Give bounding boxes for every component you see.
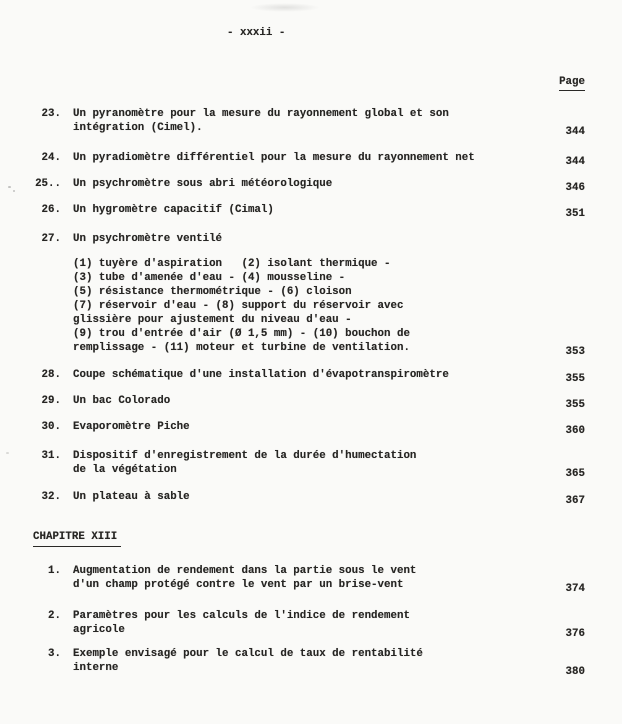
- toc-entry-23: [35, 107, 585, 138]
- entry-page-number: 355: [565, 373, 585, 385]
- entry-line: (7) réservoir d'eau - (8) support du réservoir avec: [73, 300, 404, 312]
- chapter-entry-1: [35, 564, 585, 595]
- entry-text: [73, 177, 558, 191]
- entry-line: Coupe schématique d'une installation d'évapotranspiromètre: [73, 369, 449, 381]
- entry-line: remplissage - (11) moteur et turbine de ventilation.: [73, 342, 410, 354]
- entry-line: interne: [73, 662, 119, 674]
- entry-page-number: 374: [565, 583, 585, 595]
- entry-number: 2.: [48, 610, 61, 622]
- entry-page-number: 351: [565, 208, 585, 220]
- entry-page-number: 355: [565, 399, 585, 411]
- entry-line: Exemple envisagé pour le calcul de taux de rentabilité: [73, 648, 423, 660]
- entry-line: Un pyranomètre pour la mesure du rayonnement global et son: [73, 108, 449, 120]
- entry-line: (9) trou d'entrée d'air (Ø 1,5 mm) - (10) bouchon de: [73, 328, 410, 340]
- entry-number: 28.: [41, 369, 61, 381]
- page-folio: - xxxii -: [227, 27, 286, 39]
- entry-page-number: 380: [565, 666, 585, 678]
- entry-page-number: 353: [565, 346, 585, 358]
- scan-speck: [13, 190, 15, 192]
- page-column-header: Page: [559, 75, 585, 91]
- entry-number: 3.: [48, 648, 61, 660]
- entry-number: 23.: [41, 108, 61, 120]
- entry-text: [73, 609, 558, 637]
- scan-speck: [8, 186, 11, 188]
- toc-content: [33, 107, 585, 678]
- entry-number: 32.: [41, 491, 61, 503]
- chapter-heading-label: CHAPITRE XIII: [33, 530, 121, 547]
- entry-text: [73, 647, 558, 675]
- entry-line: Un psychromètre ventilé: [73, 233, 223, 245]
- entry-text: [73, 203, 558, 217]
- entry-text: [73, 490, 558, 504]
- entry-page-number: 376: [565, 628, 585, 640]
- entry-text: [73, 107, 558, 135]
- entry-line: d'un champ protégé contre le vent par un brise-vent: [73, 579, 404, 591]
- entry-page-number: 344: [565, 156, 585, 168]
- entry-page-number: 367: [565, 495, 585, 507]
- entry-text: [73, 394, 558, 408]
- entry-number: 24.: [41, 152, 61, 164]
- entry-line: Un psychromètre sous abri météorologique: [73, 178, 333, 190]
- entry-line: Un pyradiomètre différentiel pour la mesure du rayonnement net: [73, 152, 475, 164]
- entry-line: Dispositif d'enregistrement de la durée d'humectation: [73, 450, 417, 462]
- entry-text: [73, 449, 558, 477]
- toc-entry-25: [35, 177, 585, 194]
- scan-speck: [6, 452, 9, 454]
- entry-line: (1) tuyère d'aspiration (2) isolant thermique -: [73, 258, 391, 270]
- entry-page-number: 360: [565, 425, 585, 437]
- chapter-entry-2: [35, 609, 585, 640]
- entry-line: intégration (Cimel).: [73, 122, 203, 134]
- entry-text: [73, 420, 558, 434]
- toc-entry-30: [35, 420, 585, 437]
- toc-entry-32: [35, 490, 585, 507]
- entry-line: glissière pour ajustement du niveau d'eau -: [73, 314, 352, 326]
- entry-line: Augmentation de rendement dans la partie sous le vent: [73, 565, 417, 577]
- entry-number: 25..: [35, 178, 61, 190]
- entry-number: 31.: [41, 450, 61, 462]
- toc-entry-26: [35, 203, 585, 220]
- toc-entry-31: [35, 449, 585, 480]
- toc-entry-24: [35, 151, 585, 168]
- entry-line: de la végétation: [73, 464, 177, 476]
- entry-page-number: 344: [565, 126, 585, 138]
- entry-number: 26.: [41, 204, 61, 216]
- toc-entry-27: [35, 232, 585, 358]
- entry-line: Paramètres pour les calculs de l'indice de rendement: [73, 610, 410, 622]
- entry-number: 30.: [41, 421, 61, 433]
- scan-smudge: [250, 3, 320, 12]
- chapter-heading: [33, 530, 585, 547]
- entry-line: (3) tube d'amenée d'eau - (4) mousseline -: [73, 272, 346, 284]
- entry-line: Un bac Colorado: [73, 395, 171, 407]
- entry-text: [73, 368, 558, 382]
- entry-line: agricole: [73, 624, 125, 636]
- entry-line: Un hygromètre capacitif (Cimal): [73, 204, 274, 216]
- entry-number: 27.: [41, 233, 61, 245]
- entry-text: [73, 151, 558, 165]
- entry-line: (5) résistance thermométrique - (6) cloison: [73, 286, 352, 298]
- entry-number: 29.: [41, 395, 61, 407]
- entry-line: Evaporomètre Piche: [73, 421, 190, 433]
- entry-page-number: 346: [565, 182, 585, 194]
- toc-entry-29: [35, 394, 585, 411]
- entry-line: Un plateau à sable: [73, 491, 190, 503]
- entry-number: 1.: [48, 565, 61, 577]
- chapter-entry-3: [35, 647, 585, 678]
- entry-text: [73, 232, 558, 355]
- entry-text: [73, 564, 558, 592]
- entry-page-number: 365: [565, 468, 585, 480]
- toc-entry-28: [35, 368, 585, 385]
